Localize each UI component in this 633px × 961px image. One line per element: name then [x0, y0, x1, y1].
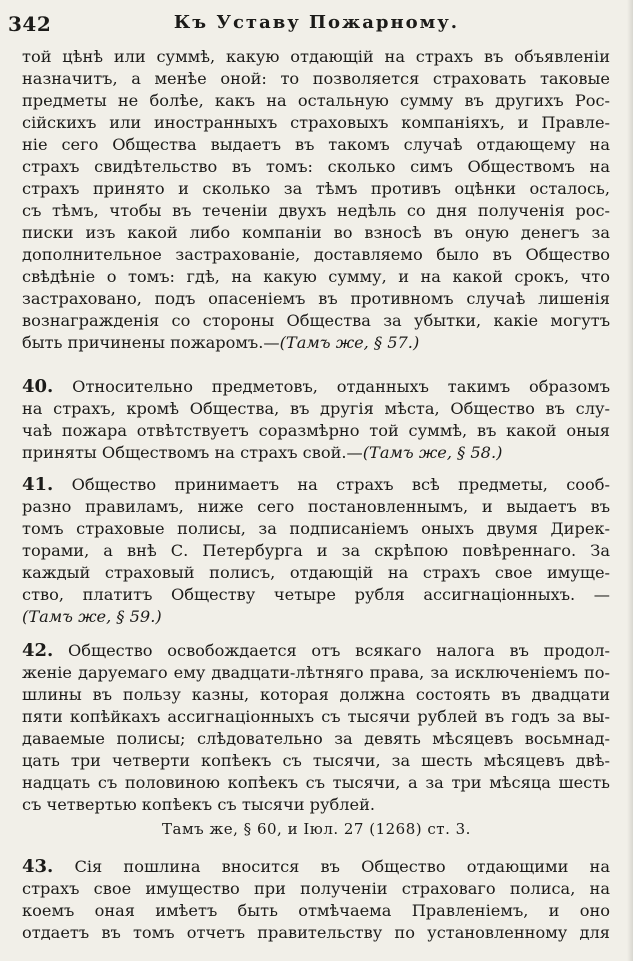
text-line: даваемые полисы; слѣдовательно за девять мѣсяцевъ восьмнад-: [22, 729, 610, 748]
paragraph-number: 42.: [22, 640, 54, 661]
page-number: 342: [8, 12, 52, 36]
paragraph-43: [22, 856, 610, 944]
text-line: съ тѣмъ, чтобы въ теченіи двухъ недѣль со дня полученія рос-: [22, 201, 610, 220]
reference: (Тамъ же, § 59.): [22, 607, 162, 626]
text-line: ство, платитъ Обществу четыре рубля ассигнаціонныхъ. —: [22, 585, 610, 604]
text-line: на страхъ, кромѣ Общества, въ другія мѣста, Общество въ слу-: [22, 399, 610, 418]
text-line: страхъ принято и сколько за тѣмъ противъ оцѣнки осталось,: [22, 179, 610, 198]
reference: (Тамъ же, § 58.): [362, 443, 503, 462]
text-line-last: [22, 442, 610, 464]
text-line: разно правиламъ, ниже сего постановленнымъ, и выдаетъ въ: [22, 497, 610, 516]
text-fragment: быть причинены пожаромъ.—: [22, 333, 280, 352]
page-edge-shadow: [627, 0, 633, 961]
law-citation: Тамъ же, § 60, и Іюл. 27 (1268) ст. 3.: [162, 820, 471, 838]
page-header: [0, 8, 633, 36]
text-line: отдаетъ въ томъ отчетъ правительству по установленному для: [22, 923, 610, 942]
text-line-first: [22, 640, 610, 662]
text-line: пяти копѣйкахъ ассигнаціонныхъ съ тысячи рублей въ годъ за вы-: [22, 707, 610, 726]
text-line: каждый страховый полисъ, отдающій на страхъ свое имуще-: [22, 563, 610, 582]
text-line: предметы не болѣе, какъ на остальную сумму въ другихъ Рос-: [22, 91, 610, 110]
text-line: той цѣнѣ или суммѣ, какую отдающій на страхъ въ объявленіи: [22, 47, 610, 66]
text-line: ніе сего Общества выдаетъ въ такомъ случаѣ отдающему на: [22, 135, 610, 154]
text-line-first: [22, 376, 610, 398]
text-line: женіе даруемаго ему двадцати-лѣтняго права, за исключеніемъ по-: [22, 663, 610, 682]
paragraph-number: 41.: [22, 474, 54, 495]
text-line: сійскихъ или иностранныхъ страховыхъ компаніяхъ, и Правле-: [22, 113, 610, 132]
text-line: страхъ свое имущество при полученіи страховаго полиса, на: [22, 879, 610, 898]
text-line: свѣдѣніе о томъ: гдѣ, на какую сумму, и на какой срокъ, что: [22, 267, 610, 286]
paragraph-42: [22, 640, 610, 816]
text-line: цать три четверти копѣекъ съ тысячи, за шесть мѣсяцевъ двѣ-: [22, 751, 610, 770]
text-fragment: Общество принимаетъ на страхъ всѣ предметы, сооб-: [71, 475, 610, 494]
paragraph-number: 40.: [22, 376, 54, 397]
text-fragment: Сія пошлина вносится въ Общество отдающими на: [74, 857, 610, 876]
text-line: коемъ оная имѣетъ быть отмѣчаема Правленіемъ, и оно: [22, 901, 610, 920]
text-line: страхъ свидѣтельство въ томъ: сколько симъ Обществомъ на: [22, 157, 610, 176]
paragraph-40: [22, 376, 610, 464]
text-line-first: [22, 856, 610, 878]
text-line-last: [22, 332, 610, 354]
paragraph-41: [22, 474, 610, 628]
reference: (Тамъ же, § 57.): [279, 333, 420, 352]
text-line: надцать съ половиною копѣекъ съ тысячи, а за три мѣсяца шесть: [22, 773, 610, 792]
text-line: чаѣ пожара отвѣтствуетъ соразмѣрно той суммѣ, въ какой оныя: [22, 421, 610, 440]
text-line: застраховано, подъ опасеніемъ въ противномъ случаѣ лишенія: [22, 289, 610, 308]
text-line: шлины въ пользу казны, которая должна состоять въ двадцати: [22, 685, 610, 704]
text-line: торами, а внѣ С. Петербурга и за скрѣпою повѣреннаго. За: [22, 541, 610, 560]
running-head: Къ Уставу Пожарному.: [173, 12, 460, 33]
text-line-last: съ четвертью копѣекъ съ тысячи рублей.: [22, 795, 376, 814]
text-fragment: приняты Обществомъ на страхъ свой.—: [22, 443, 363, 462]
text-fragment: Относительно предметовъ, отданныхъ такимъ образомъ: [72, 377, 610, 396]
text-line: томъ страховые полисы, за подписаніемъ оныхъ двумя Дирек-: [22, 519, 610, 538]
text-line: вознагражденія со стороны Общества за убытки, какіе могутъ: [22, 311, 610, 330]
text-line: писки изъ какой либо компаніи во взносѣ въ оную денегъ за: [22, 223, 610, 242]
paragraph-number: 43.: [22, 856, 54, 877]
text-line: назначитъ, а менѣе оной: то позволяется страховать таковые: [22, 69, 610, 88]
text-line-first: [22, 474, 610, 496]
paragraph-continuation: [22, 46, 610, 354]
text-fragment: Общество освобождается отъ всякаго налога въ продол-: [68, 641, 610, 660]
text-line: дополнительное застрахованіе, доставляемо было въ Общество: [22, 245, 610, 264]
